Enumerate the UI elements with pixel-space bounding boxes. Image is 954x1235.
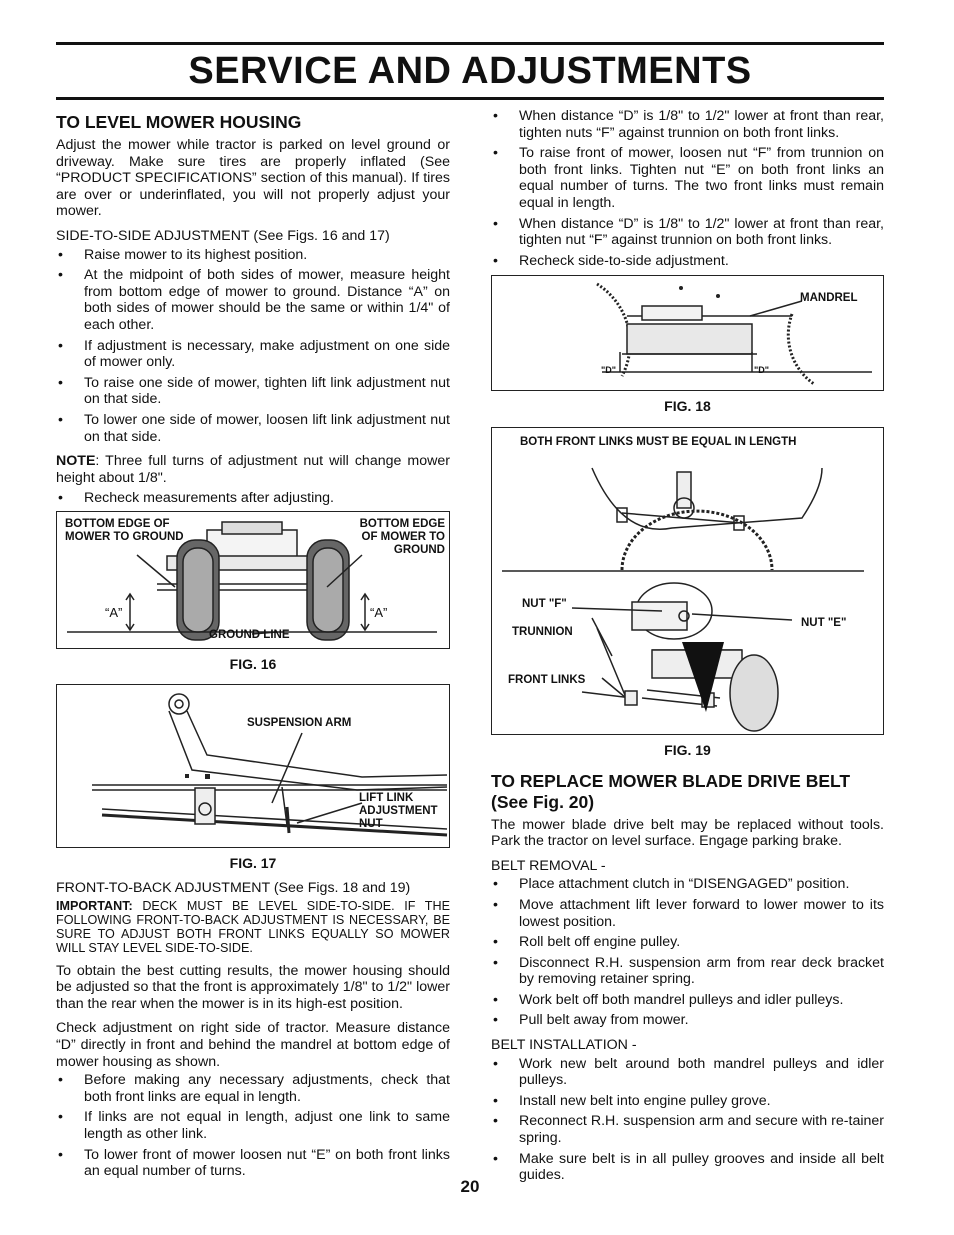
list-item: • Before making any necessary adjustments, check that both front links are equal in length. <box>56 1072 450 1105</box>
list-item: • At the midpoint of both sides of mower, measure height from bottom edge of mower to ground. Distance “A” on both sides of mower should be the same or within 1/4" of each other. <box>56 267 450 333</box>
recheck-list <box>56 490 450 507</box>
header-rule-top <box>56 42 884 45</box>
fig18-d-right: "D" <box>754 365 770 376</box>
list-item: • To lower front of mower loosen nut “E” on both front links an equal number of turns. <box>56 1147 450 1180</box>
intro-paragraph: Adjust the mower while tractor is parked on level ground or driveway. Make sure tires are properly inflated (See “PRODUCT SPECIFICATIONS” section of this manual). If tires are over or underinflated, you will not properly adjust your mower. <box>56 137 450 220</box>
header-rule-bottom <box>56 97 884 100</box>
list-item: • Make sure belt is in all pulley grooves and inside all belt guides. <box>491 1151 884 1184</box>
belt-removal-list <box>491 876 884 1029</box>
belt-intro-paragraph: The mower blade drive belt may be replaced without tools. Park the tractor on level surface. Engage parking brake. <box>491 816 884 850</box>
belt-installation-label: BELT INSTALLATION - <box>491 1037 637 1054</box>
list-item: • Install new belt into engine pulley grove. <box>491 1093 884 1110</box>
fig16-label-left: BOTTOM EDGE OF MOWER TO GROUND <box>65 517 184 543</box>
section-heading-belt: TO REPLACE MOWER BLADE DRIVE BELT <box>491 770 851 791</box>
list-item: • Reconnect R.H. suspension arm and secure with re-tainer spring. <box>491 1113 884 1146</box>
list-item: • Work new belt around both mandrel pulleys and idler pulleys. <box>491 1056 884 1089</box>
cutting-results-paragraph: To obtain the best cutting results, the mower housing should be adjusted so that the front is approximately 1/8" to 1/2" lower than the rear when the mower is in its high-est position. <box>56 962 450 1012</box>
fig16-a-right: “A” <box>370 604 388 620</box>
figure-19 <box>491 427 884 735</box>
fig19-drawing <box>492 428 882 734</box>
list-item: • Move attachment lift lever forward to lower mower to its lowest position. <box>491 897 884 930</box>
fig19-top-label: BOTH FRONT LINKS MUST BE EQUAL IN LENGTH <box>520 435 797 448</box>
figure-18 <box>491 275 884 391</box>
fig16-ground-line: GROUND LINE <box>209 628 290 641</box>
check-adjustment-paragraph: Check adjustment on right side of tractor. Measure distance “D” directly in front and behind the mandrel at bottom edge of mower housing as shown. <box>56 1020 450 1070</box>
section-heading-level-mower: TO LEVEL MOWER HOUSING <box>56 112 302 132</box>
list-item: • To raise front of mower, loosen nut “F” from trunnion on both front links. Tighten nut “E” on both front links an equal number of turns. The two front links must remain equal in length. <box>491 145 884 211</box>
fig18-d-left: "D" <box>601 365 617 376</box>
list-item: • If links are not equal in length, adjust one link to same length as other link. <box>56 1109 450 1142</box>
side-to-side-label: SIDE-TO-SIDE ADJUSTMENT (See Figs. 16 and 17) <box>56 227 390 244</box>
fig19-nut-f: NUT "F" <box>522 597 567 610</box>
belt-removal-label: BELT REMOVAL - <box>491 857 606 874</box>
list-item: • Raise mower to its highest position. <box>56 247 450 264</box>
list-item: • Place attachment clutch in “DISENGAGED” position. <box>491 876 884 893</box>
list-item: • To raise one side of mower, tighten lift link adjustment nut on that side. <box>56 375 450 408</box>
note-paragraph <box>56 453 450 486</box>
important-text: DECK MUST BE LEVEL SIDE-TO-SIDE. IF THE FOLLOWING FRONT-TO-BACK ADJUSTMENT IS NECESSARY, BE SURE TO ADJUST BOTH FRONT LINKS EQUALLY SO MOWER WILL STAY LEVEL SIDE-TO-SIDE. <box>56 898 450 955</box>
fig19-nut-e: NUT "E" <box>801 616 847 629</box>
important-notice <box>56 899 450 955</box>
front-to-back-label: FRONT-TO-BACK ADJUSTMENT (See Figs. 18 and 19) <box>56 880 411 897</box>
list-item: • Recheck measurements after adjusting. <box>56 490 450 507</box>
right-column <box>491 108 884 1192</box>
list-item: • Pull belt away from mower. <box>491 1012 884 1029</box>
page-title: SERVICE AND ADJUSTMENTS <box>188 50 752 92</box>
fig16-caption: FIG. 16 <box>229 655 277 672</box>
list-item: • Work belt off both mandrel pulleys and idler pulleys. <box>491 992 884 1009</box>
fig16-a-left: “A” <box>105 604 123 620</box>
fig19-front-links: FRONT LINKS <box>508 673 586 686</box>
figure-17 <box>56 684 450 848</box>
list-item: • To lower one side of mower, loosen lift link adjustment nut on that side. <box>56 412 450 445</box>
front-adjust-list <box>491 108 884 269</box>
fig19-caption: FIG. 19 <box>664 741 711 758</box>
list-item: • Disconnect R.H. suspension arm from rear deck bracket by removing retainer spring. <box>491 955 884 988</box>
fig18-mandrel: MANDREL <box>800 292 858 305</box>
front-to-back-list <box>56 1072 450 1180</box>
fig17-suspension-arm: SUSPENSION ARM <box>247 717 352 730</box>
figure-16 <box>56 511 450 649</box>
page-number: 20 <box>460 1177 480 1196</box>
fig17-lift-link-nut: LIFT LINK ADJUSTMENT NUT <box>359 792 438 831</box>
section-subheading-belt: (See Fig. 20) <box>491 791 595 812</box>
left-column <box>56 108 450 1188</box>
fig17-caption: FIG. 17 <box>229 855 277 872</box>
fig19-trunnion: TRUNNION <box>512 625 573 638</box>
side-to-side-list <box>56 247 450 446</box>
belt-installation-list <box>491 1056 884 1184</box>
fig16-label-right: BOTTOM EDGE OF MOWER TO GROUND <box>359 517 445 556</box>
list-item: • Roll belt off engine pulley. <box>491 934 884 951</box>
note-label: NOTE <box>56 453 96 470</box>
list-item: • When distance “D” is 1/8" to 1/2" lower at front than rear, tighten nuts “F” against trunnion on both front links. <box>491 108 884 141</box>
list-item: • If adjustment is necessary, make adjustment on one side of mower only. <box>56 338 450 371</box>
list-item: • Recheck side-to-side adjustment. <box>491 253 884 270</box>
list-item: • When distance “D” is 1/8" to 1/2" lower at front than rear, tighten nut “F” against trunnion on both front links. <box>491 216 884 249</box>
fig18-caption: FIG. 18 <box>664 398 711 415</box>
note-text: : Three full turns of adjustment nut will change mower height about 1/8". <box>56 453 450 486</box>
important-label: IMPORTANT: <box>56 898 133 913</box>
